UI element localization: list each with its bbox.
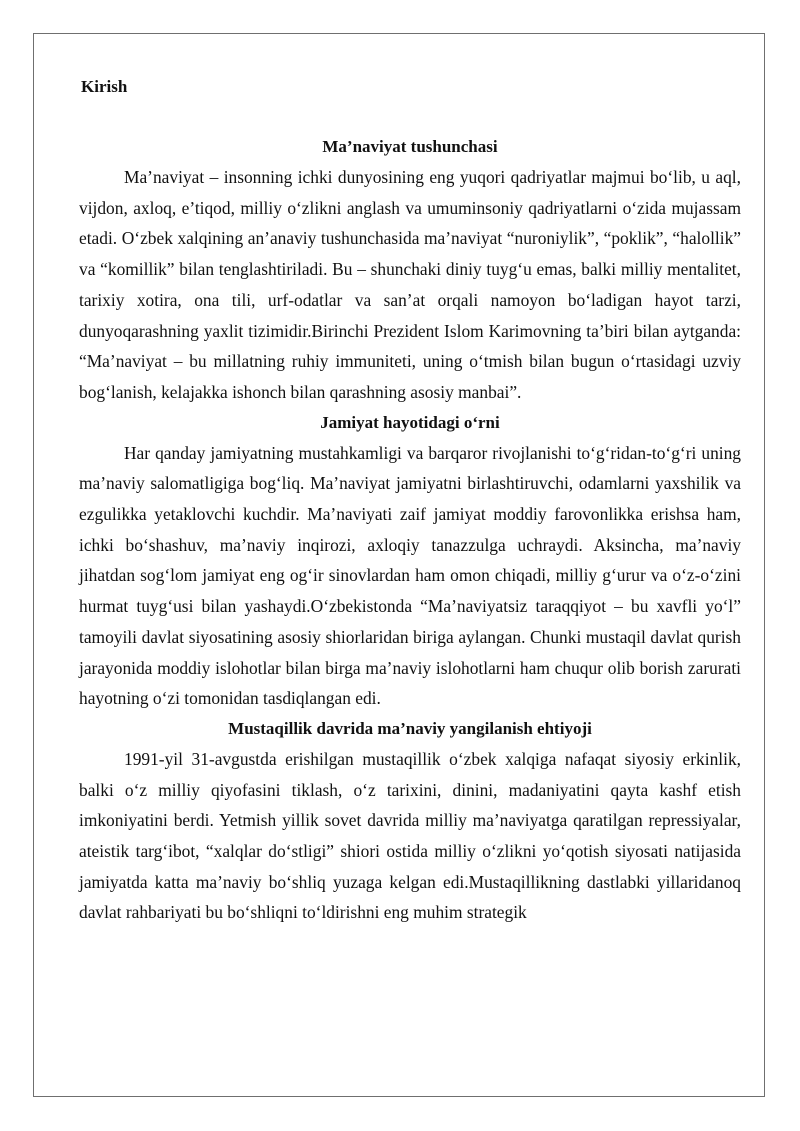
section-paragraph-mustaqillik-davrida: 1991-yil 31-avgustda erishilgan mustaqillik o‘zbek xalqiga nafaqat siyosiy erkinlik, balki o‘z milliy qiyofasini tiklash, o‘z tarixini, dinini, madaniyatini qayta kashf etish imkoniyatini berdi. Yetmish yillik sovet davrida milliy ma’naviyatga qaratilgan repressiyalar, ateistik targ‘ibot, “xalqlar do‘stligi” shiori ostida milliy o‘zlikni yo‘qotish siyosati natijasida jamiyatda katta ma’naviy bo‘shliq yuzaga kelgan edi.Mustaqillikning dastlabki yillaridanoq davlat rahbariyati bu bo‘shliqni to‘ldirishni eng muhim strategik xyxy=(79,748,741,923)
document-body xyxy=(79,72,741,928)
section-paragraph-jamiyat-hayotidagi-orni: Har qanday jamiyatning mustahkamligi va barqaror rivojlanishi to‘g‘ridan-to‘g‘ri uning ma’naviy salomatligiga bog‘liq. Ma’naviyat jamiyatni birlashtiruvchi, odamlarni yaxshilik va ezgulikka yetaklovchi kuchdir. Ma’naviyati zaif jamiyat moddiy farovonlikka erishsa ham, ichki bo‘shashuv, ma’naviy inqirozi, axloqiy tanazzulga uchraydi. Aksincha, ma’naviy jihatdan sog‘lom jamiyat eng og‘ir sinovlardan ham omon chiqadi, milliy g‘urur va o‘z-o‘zini hurmat tuyg‘usi bilan yashaydi.O‘zbekistonda “Ma’naviyatsiz taraqqiyot – bu xavfli yo‘l” tamoyili davlat siyosatining asosiy shiorlaridan biriga aylangan. Chunki mustaqil davlat qurish jarayonida moddiy islohotlar bilan birga ma’naviy islohotlarni ham chuqur olib borish zarurati hayotning o‘zi tomonidan tasdiqlangan edi. xyxy=(79,442,741,709)
section-heading-manaviyat-tushunchasi: Ma’naviyat tushunchasi xyxy=(322,137,498,156)
section-heading-jamiyat-hayotidagi-orni: Jamiyat hayotidagi o‘rni xyxy=(320,412,500,432)
section-heading-mustaqillik-davrida: Mustaqillik davrida ma’naviy yangilanish ehtiyoji xyxy=(228,718,592,738)
section-paragraph-manaviyat-tushunchasi: Ma’naviyat – insonning ichki dunyosining eng yuqori qadriyatlar majmui bo‘lib, u aql, vijdon, axloq, e’tiqod, milliy o‘zlikni anglash va umuminsoniy qadriyatlarni o‘zida mujassam etadi. O‘zbek xalqining an’anaviy tushunchasida ma’naviyat “nuroniylik”, “poklik”, “halollik” va “komillik” bilan tenglashtiriladi. Bu – shunchaki diniy tuyg‘u emas, balki milliy mentalitet, tarixiy xotira, ona tili, urf-odatlar va san’at orqali namoyon bo‘ladigan hayot tarzi, dunyoqarashning yaxlit tizimidir.Birinchi Prezident Islom Karimovning ta’biri bilan aytganda: “Ma’naviyat – bu millatning ruhiy immuniteti, uning o‘tmish bilan bugun o‘rtasidagi uzviy bog‘lanish, kelajakka ishonch bilan qarashning asosiy manbai”. xyxy=(79,167,741,402)
intro-heading: Kirish xyxy=(81,77,128,96)
